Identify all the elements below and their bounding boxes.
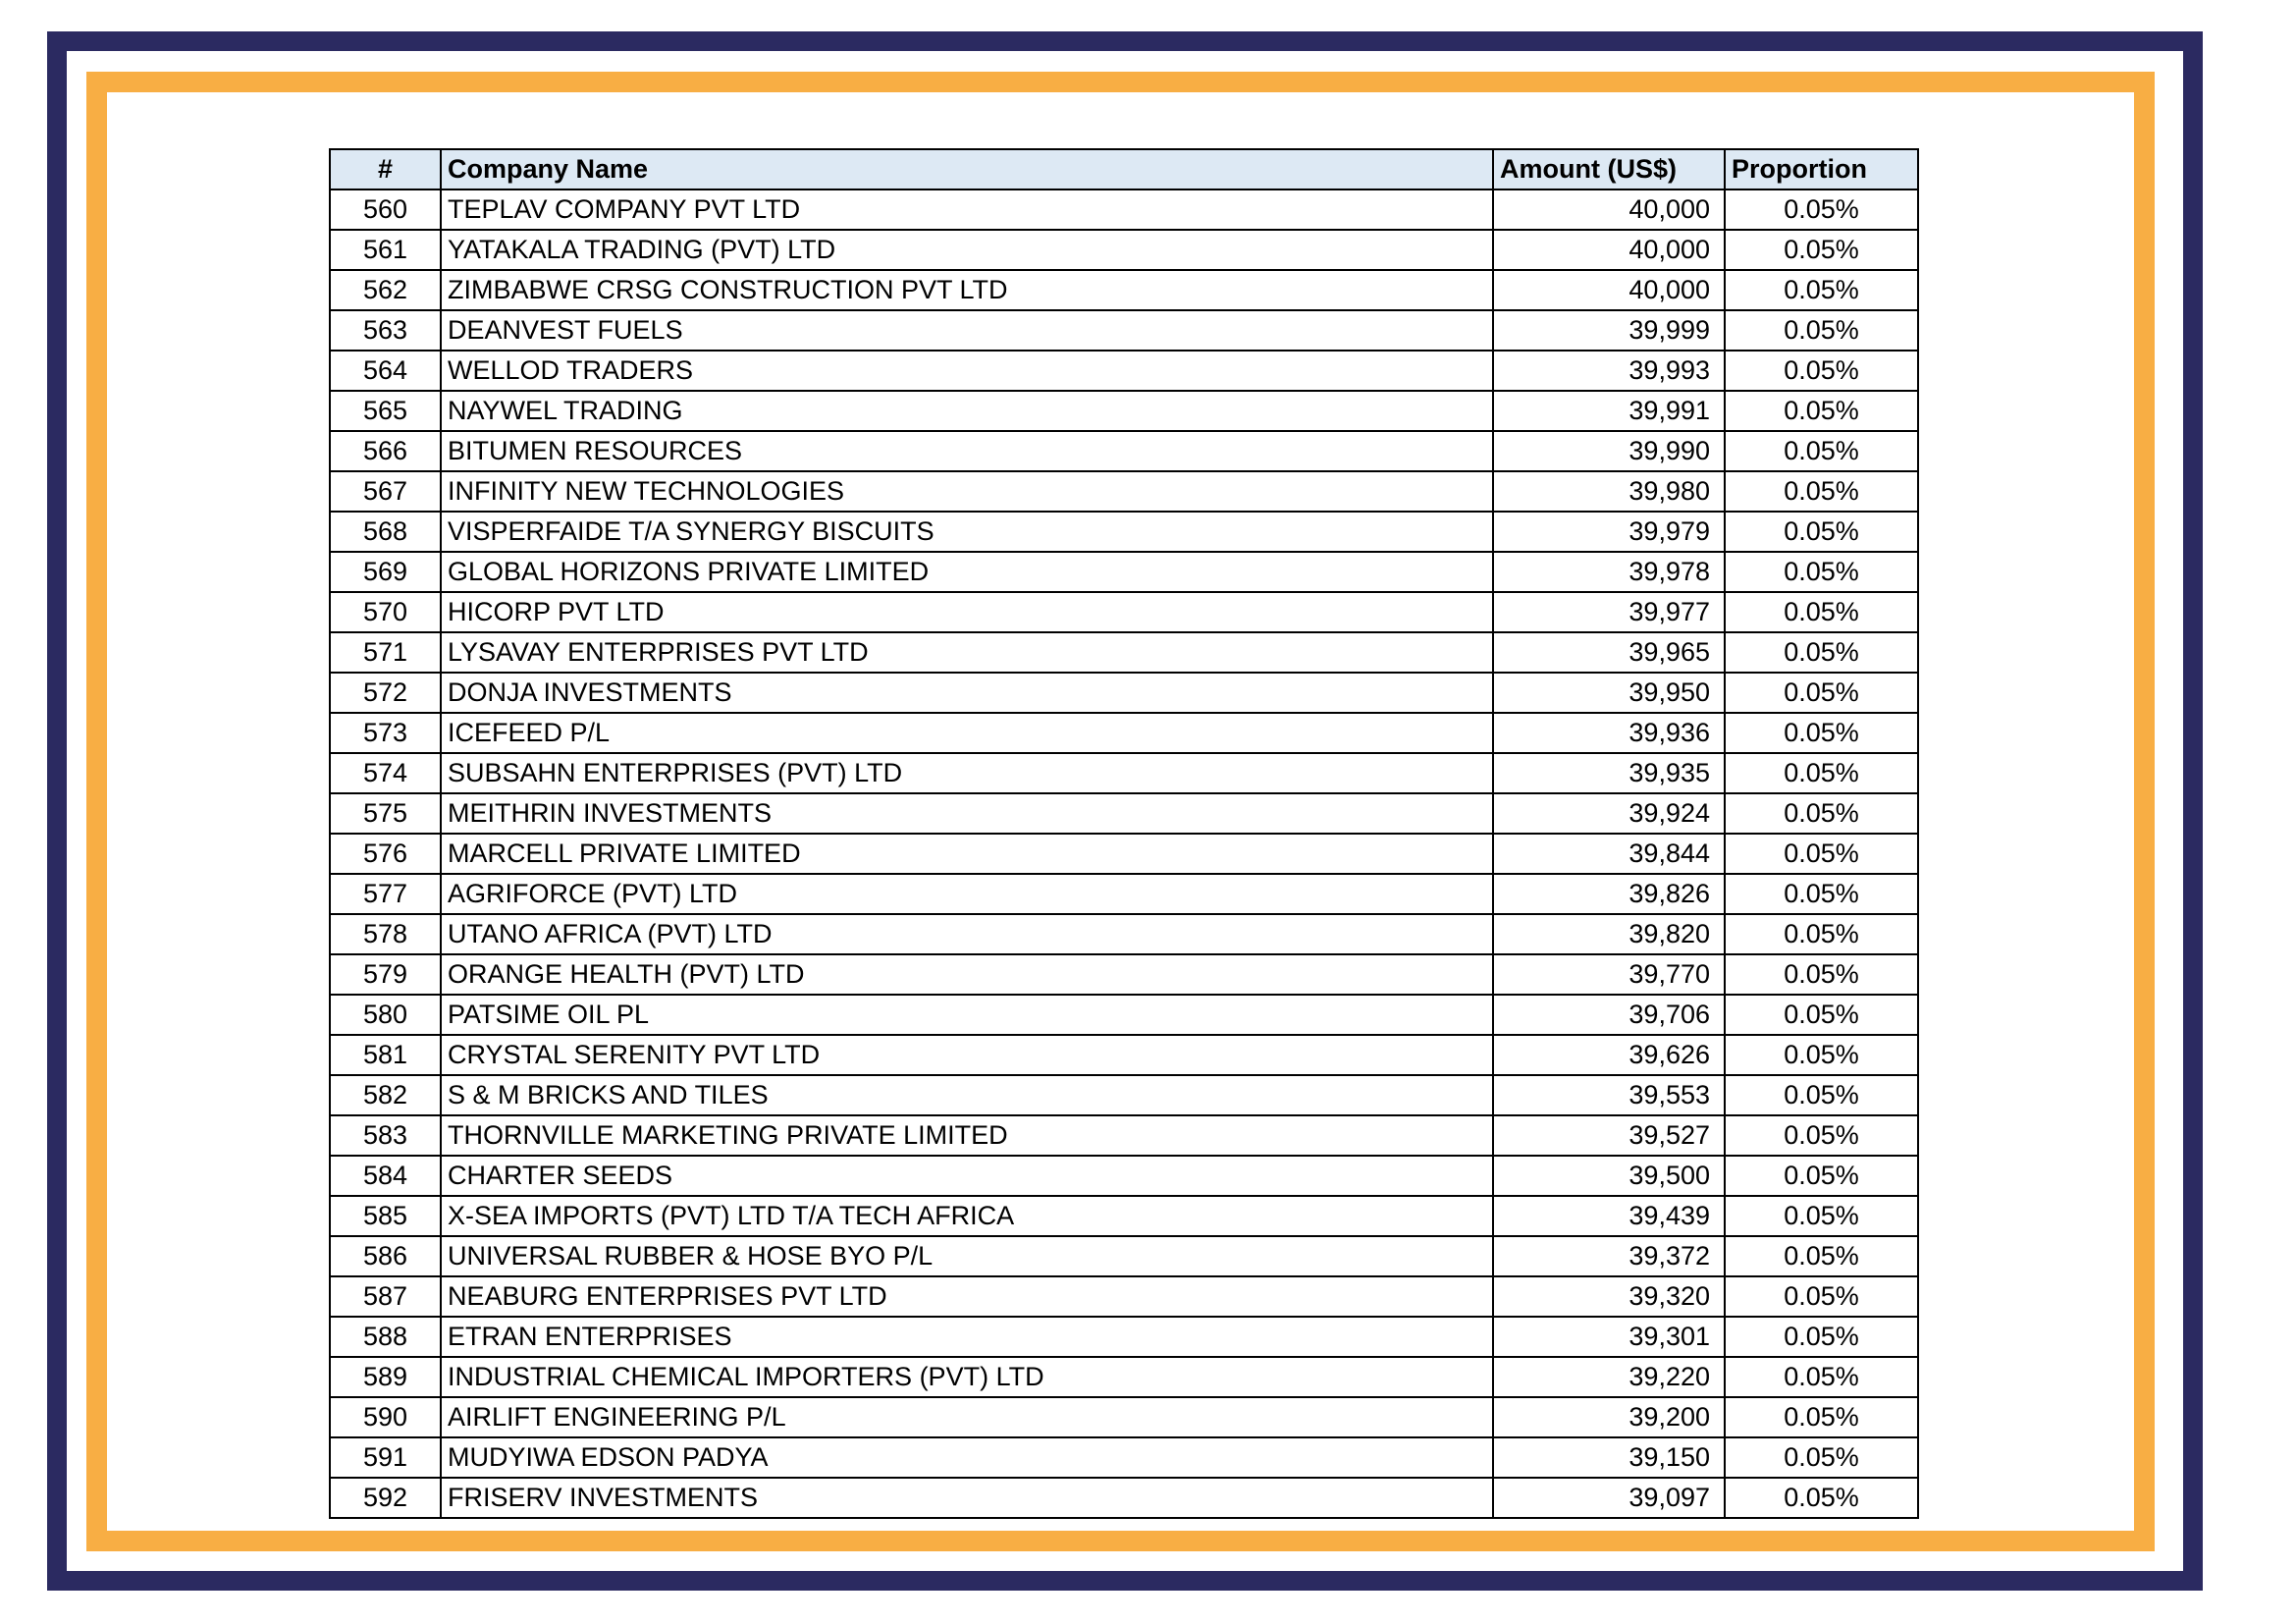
cell-proportion: 0.05% [1725, 512, 1918, 552]
table-row [330, 954, 1918, 995]
cell-amount: 39,097 [1493, 1478, 1725, 1518]
cell-company-name: THORNVILLE MARKETING PRIVATE LIMITED [441, 1115, 1493, 1156]
cell-proportion: 0.05% [1725, 270, 1918, 310]
cell-proportion: 0.05% [1725, 310, 1918, 351]
cell-amount: 39,439 [1493, 1196, 1725, 1236]
cell-company-name: S & M BRICKS AND TILES [441, 1075, 1493, 1115]
table-row [330, 1317, 1918, 1357]
cell-proportion: 0.05% [1725, 1035, 1918, 1075]
cell-company-name: FRISERV INVESTMENTS [441, 1478, 1493, 1518]
cell-amount: 40,000 [1493, 230, 1725, 270]
cell-company-name: DONJA INVESTMENTS [441, 673, 1493, 713]
cell-company-name: DEANVEST FUELS [441, 310, 1493, 351]
table-row [330, 512, 1918, 552]
cell-number: 579 [330, 954, 441, 995]
cell-company-name: INFINITY NEW TECHNOLOGIES [441, 471, 1493, 512]
table-row [330, 1236, 1918, 1276]
cell-proportion: 0.05% [1725, 1196, 1918, 1236]
table-row [330, 1437, 1918, 1478]
cell-amount: 39,527 [1493, 1115, 1725, 1156]
cell-amount: 39,924 [1493, 793, 1725, 834]
cell-amount: 39,980 [1493, 471, 1725, 512]
cell-amount: 39,150 [1493, 1437, 1725, 1478]
cell-proportion: 0.05% [1725, 189, 1918, 230]
cell-company-name: BITUMEN RESOURCES [441, 431, 1493, 471]
table-row [330, 391, 1918, 431]
cell-amount: 39,936 [1493, 713, 1725, 753]
cell-number: 563 [330, 310, 441, 351]
table-row [330, 270, 1918, 310]
cell-number: 577 [330, 874, 441, 914]
cell-company-name: MUDYIWA EDSON PADYA [441, 1437, 1493, 1478]
cell-company-name: AIRLIFT ENGINEERING P/L [441, 1397, 1493, 1437]
cell-number: 576 [330, 834, 441, 874]
table-row [330, 1156, 1918, 1196]
cell-number: 572 [330, 673, 441, 713]
cell-company-name: WELLOD TRADERS [441, 351, 1493, 391]
cell-number: 575 [330, 793, 441, 834]
table-row [330, 1397, 1918, 1437]
cell-amount: 39,372 [1493, 1236, 1725, 1276]
cell-number: 560 [330, 189, 441, 230]
cell-company-name: AGRIFORCE (PVT) LTD [441, 874, 1493, 914]
cell-amount: 39,320 [1493, 1276, 1725, 1317]
cell-company-name: PATSIME OIL PL [441, 995, 1493, 1035]
cell-company-name: ZIMBABWE CRSG CONSTRUCTION PVT LTD [441, 270, 1493, 310]
table-row [330, 1035, 1918, 1075]
cell-company-name: HICORP PVT LTD [441, 592, 1493, 632]
cell-company-name: LYSAVAY ENTERPRISES PVT LTD [441, 632, 1493, 673]
cell-amount: 39,220 [1493, 1357, 1725, 1397]
cell-company-name: MEITHRIN INVESTMENTS [441, 793, 1493, 834]
cell-amount: 39,553 [1493, 1075, 1725, 1115]
cell-number: 565 [330, 391, 441, 431]
cell-proportion: 0.05% [1725, 753, 1918, 793]
cell-amount: 39,200 [1493, 1397, 1725, 1437]
cell-proportion: 0.05% [1725, 1437, 1918, 1478]
cell-amount: 40,000 [1493, 189, 1725, 230]
table-row [330, 230, 1918, 270]
cell-company-name: CHARTER SEEDS [441, 1156, 1493, 1196]
cell-proportion: 0.05% [1725, 1115, 1918, 1156]
cell-proportion: 0.05% [1725, 592, 1918, 632]
cell-proportion: 0.05% [1725, 673, 1918, 713]
cell-proportion: 0.05% [1725, 1397, 1918, 1437]
table-header [330, 149, 1918, 189]
cell-company-name: NAYWEL TRADING [441, 391, 1493, 431]
cell-number: 588 [330, 1317, 441, 1357]
cell-number: 590 [330, 1397, 441, 1437]
cell-proportion: 0.05% [1725, 713, 1918, 753]
cell-proportion: 0.05% [1725, 552, 1918, 592]
cell-company-name: YATAKALA TRADING (PVT) LTD [441, 230, 1493, 270]
cell-company-name: ETRAN ENTERPRISES [441, 1317, 1493, 1357]
cell-amount: 39,626 [1493, 1035, 1725, 1075]
table-row [330, 673, 1918, 713]
table-row [330, 431, 1918, 471]
table-row [330, 793, 1918, 834]
cell-proportion: 0.05% [1725, 431, 1918, 471]
table-row [330, 1075, 1918, 1115]
table-row [330, 713, 1918, 753]
cell-company-name: X-SEA IMPORTS (PVT) LTD T/A TECH AFRICA [441, 1196, 1493, 1236]
cell-proportion: 0.05% [1725, 995, 1918, 1035]
cell-number: 583 [330, 1115, 441, 1156]
table-row [330, 753, 1918, 793]
cell-company-name: TEPLAV COMPANY PVT LTD [441, 189, 1493, 230]
cell-number: 574 [330, 753, 441, 793]
cell-proportion: 0.05% [1725, 1478, 1918, 1518]
cell-proportion: 0.05% [1725, 793, 1918, 834]
table-row [330, 1276, 1918, 1317]
cell-amount: 40,000 [1493, 270, 1725, 310]
cell-number: 582 [330, 1075, 441, 1115]
cell-amount: 39,965 [1493, 632, 1725, 673]
cell-amount: 39,991 [1493, 391, 1725, 431]
cell-proportion: 0.05% [1725, 1236, 1918, 1276]
cell-company-name: MARCELL PRIVATE LIMITED [441, 834, 1493, 874]
table-row [330, 632, 1918, 673]
cell-number: 580 [330, 995, 441, 1035]
company-table [329, 148, 1919, 1519]
cell-number: 586 [330, 1236, 441, 1276]
cell-company-name: GLOBAL HORIZONS PRIVATE LIMITED [441, 552, 1493, 592]
cell-amount: 39,977 [1493, 592, 1725, 632]
cell-amount: 39,301 [1493, 1317, 1725, 1357]
cell-number: 567 [330, 471, 441, 512]
cell-number: 573 [330, 713, 441, 753]
cell-amount: 39,979 [1493, 512, 1725, 552]
cell-number: 561 [330, 230, 441, 270]
cell-number: 584 [330, 1156, 441, 1196]
table-row [330, 310, 1918, 351]
cell-proportion: 0.05% [1725, 351, 1918, 391]
header-amount: Amount (US$) [1493, 149, 1725, 189]
table-row [330, 1196, 1918, 1236]
cell-amount: 39,500 [1493, 1156, 1725, 1196]
cell-company-name: ICEFEED P/L [441, 713, 1493, 753]
cell-amount: 39,844 [1493, 834, 1725, 874]
cell-amount: 39,826 [1493, 874, 1725, 914]
header-row [330, 149, 1918, 189]
cell-company-name: ORANGE HEALTH (PVT) LTD [441, 954, 1493, 995]
header-number: # [330, 149, 441, 189]
cell-number: 591 [330, 1437, 441, 1478]
cell-proportion: 0.05% [1725, 874, 1918, 914]
table-row [330, 351, 1918, 391]
cell-number: 564 [330, 351, 441, 391]
table-row [330, 1115, 1918, 1156]
cell-number: 592 [330, 1478, 441, 1518]
cell-number: 569 [330, 552, 441, 592]
cell-company-name: SUBSAHN ENTERPRISES (PVT) LTD [441, 753, 1493, 793]
cell-number: 562 [330, 270, 441, 310]
cell-proportion: 0.05% [1725, 632, 1918, 673]
cell-proportion: 0.05% [1725, 230, 1918, 270]
cell-proportion: 0.05% [1725, 954, 1918, 995]
cell-proportion: 0.05% [1725, 914, 1918, 954]
cell-proportion: 0.05% [1725, 834, 1918, 874]
table-row [330, 1357, 1918, 1397]
cell-amount: 39,935 [1493, 753, 1725, 793]
cell-company-name: INDUSTRIAL CHEMICAL IMPORTERS (PVT) LTD [441, 1357, 1493, 1397]
cell-number: 566 [330, 431, 441, 471]
cell-company-name: UTANO AFRICA (PVT) LTD [441, 914, 1493, 954]
cell-number: 578 [330, 914, 441, 954]
cell-proportion: 0.05% [1725, 1276, 1918, 1317]
table-row [330, 874, 1918, 914]
cell-company-name: CRYSTAL SERENITY PVT LTD [441, 1035, 1493, 1075]
cell-amount: 39,706 [1493, 995, 1725, 1035]
header-proportion: Proportion [1725, 149, 1918, 189]
cell-number: 585 [330, 1196, 441, 1236]
table-row [330, 189, 1918, 230]
cell-number: 568 [330, 512, 441, 552]
header-company-name: Company Name [441, 149, 1493, 189]
cell-proportion: 0.05% [1725, 471, 1918, 512]
cell-proportion: 0.05% [1725, 1317, 1918, 1357]
table-row [330, 914, 1918, 954]
cell-amount: 39,978 [1493, 552, 1725, 592]
table-row [330, 592, 1918, 632]
cell-proportion: 0.05% [1725, 1156, 1918, 1196]
cell-number: 581 [330, 1035, 441, 1075]
table-row [330, 552, 1918, 592]
cell-proportion: 0.05% [1725, 1075, 1918, 1115]
table-row [330, 834, 1918, 874]
table-row [330, 471, 1918, 512]
cell-number: 589 [330, 1357, 441, 1397]
cell-company-name: NEABURG ENTERPRISES PVT LTD [441, 1276, 1493, 1317]
cell-company-name: VISPERFAIDE T/A SYNERGY BISCUITS [441, 512, 1493, 552]
cell-number: 587 [330, 1276, 441, 1317]
table-row [330, 1478, 1918, 1518]
cell-number: 570 [330, 592, 441, 632]
cell-amount: 39,770 [1493, 954, 1725, 995]
cell-company-name: UNIVERSAL RUBBER & HOSE BYO P/L [441, 1236, 1493, 1276]
cell-amount: 39,999 [1493, 310, 1725, 351]
cell-number: 571 [330, 632, 441, 673]
table-row [330, 995, 1918, 1035]
cell-amount: 39,820 [1493, 914, 1725, 954]
cell-amount: 39,990 [1493, 431, 1725, 471]
cell-proportion: 0.05% [1725, 1357, 1918, 1397]
table-body [330, 189, 1918, 1518]
cell-proportion: 0.05% [1725, 391, 1918, 431]
cell-amount: 39,950 [1493, 673, 1725, 713]
cell-amount: 39,993 [1493, 351, 1725, 391]
